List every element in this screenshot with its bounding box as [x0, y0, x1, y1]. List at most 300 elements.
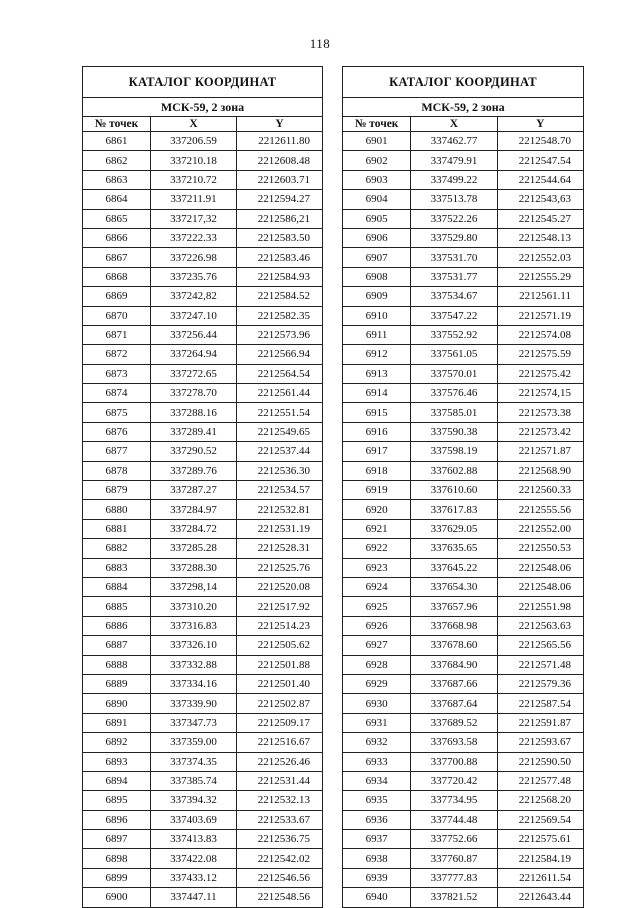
table-row: [343, 151, 584, 170]
y-coordinate-cell: 2212531.44: [237, 771, 323, 790]
y-coordinate-cell: 2212548.13: [497, 228, 583, 247]
point-number-cell: 6933: [343, 752, 411, 771]
coordinate-catalog-table-right: [342, 66, 584, 908]
y-coordinate-cell: 2212584.93: [237, 267, 323, 286]
point-number-cell: 6936: [343, 810, 411, 829]
y-coordinate-cell: 2212643.44: [497, 888, 583, 907]
y-coordinate-cell: 2212584.19: [497, 849, 583, 868]
table-row: [83, 325, 323, 344]
table-row: [83, 694, 323, 713]
table-row: [83, 384, 323, 403]
x-coordinate-cell: 337687.64: [411, 694, 497, 713]
point-number-cell: 6925: [343, 597, 411, 616]
point-number-cell: 6924: [343, 577, 411, 596]
table-row: [83, 345, 323, 364]
point-number-cell: 6918: [343, 461, 411, 480]
x-coordinate-cell: 337447.11: [151, 888, 237, 907]
table-body: [343, 132, 584, 908]
point-number-cell: 6878: [83, 461, 151, 480]
point-number-cell: 6895: [83, 791, 151, 810]
table-row: [343, 190, 584, 209]
y-coordinate-cell: 2212566.94: [237, 345, 323, 364]
y-coordinate-cell: 2212546.56: [237, 868, 323, 887]
table-row: [83, 810, 323, 829]
point-number-cell: 6867: [83, 248, 151, 267]
point-number-cell: 6875: [83, 403, 151, 422]
x-coordinate-cell: 337285.28: [151, 539, 237, 558]
table-row: [83, 674, 323, 693]
table-row: [343, 384, 584, 403]
x-coordinate-cell: 337598.19: [411, 442, 497, 461]
x-coordinate-cell: 337284.72: [151, 519, 237, 538]
point-number-cell: 6865: [83, 209, 151, 228]
x-coordinate-cell: 337534.67: [411, 287, 497, 306]
y-coordinate-cell: 2212548.06: [497, 577, 583, 596]
x-coordinate-cell: 337462.77: [411, 132, 497, 151]
table-row: [83, 461, 323, 480]
table-row: [83, 364, 323, 383]
table-row: [343, 810, 584, 829]
x-coordinate-cell: 337522.26: [411, 209, 497, 228]
y-coordinate-cell: 2212568.20: [497, 791, 583, 810]
point-number-cell: 6916: [343, 422, 411, 441]
point-number-cell: 6913: [343, 364, 411, 383]
table-row: [83, 442, 323, 461]
x-coordinate-cell: 337760.87: [411, 849, 497, 868]
y-coordinate-cell: 2212583.50: [237, 228, 323, 247]
point-number-cell: 6899: [83, 868, 151, 887]
point-number-cell: 6934: [343, 771, 411, 790]
x-coordinate-cell: 337561.05: [411, 345, 497, 364]
y-coordinate-cell: 2212579.36: [497, 674, 583, 693]
point-number-cell: 6861: [83, 132, 151, 151]
y-coordinate-cell: 2212611.54: [497, 868, 583, 887]
table-row: [343, 655, 584, 674]
table-row: [343, 500, 584, 519]
point-number-cell: 6904: [343, 190, 411, 209]
x-coordinate-cell: 337752.66: [411, 830, 497, 849]
table-row: [83, 655, 323, 674]
x-coordinate-cell: 337433.12: [151, 868, 237, 887]
table-row: [343, 713, 584, 732]
table-row: [83, 267, 323, 286]
table-row: [343, 325, 584, 344]
x-coordinate-cell: 337289.41: [151, 422, 237, 441]
table-row: [83, 306, 323, 325]
point-number-cell: 6889: [83, 674, 151, 693]
y-coordinate-cell: 2212547.54: [497, 151, 583, 170]
y-coordinate-cell: 2212573.38: [497, 403, 583, 422]
point-number-cell: 6873: [83, 364, 151, 383]
point-number-cell: 6938: [343, 849, 411, 868]
table-row: [343, 170, 584, 189]
y-coordinate-cell: 2212565.56: [497, 636, 583, 655]
point-number-cell: 6905: [343, 209, 411, 228]
coordinate-system-zone: МСК-59, 2 зона: [343, 98, 584, 117]
x-coordinate-cell: 337734.95: [411, 791, 497, 810]
table-body: [83, 132, 323, 908]
point-number-cell: 6871: [83, 325, 151, 344]
table-row: [343, 888, 584, 907]
y-coordinate-cell: 2212569.54: [497, 810, 583, 829]
x-coordinate-cell: 337403.69: [151, 810, 237, 829]
x-coordinate-cell: 337678.60: [411, 636, 497, 655]
x-coordinate-cell: 337617.83: [411, 500, 497, 519]
y-coordinate-cell: 2212514.23: [237, 616, 323, 635]
y-coordinate-cell: 2212583.46: [237, 248, 323, 267]
x-coordinate-cell: 337284.97: [151, 500, 237, 519]
y-coordinate-cell: 2212550.53: [497, 539, 583, 558]
x-coordinate-cell: 337529.80: [411, 228, 497, 247]
y-coordinate-cell: 2212603.71: [237, 170, 323, 189]
y-coordinate-cell: 2212574,15: [497, 384, 583, 403]
point-number-cell: 6921: [343, 519, 411, 538]
table-row: [83, 190, 323, 209]
y-coordinate-cell: 2212520.08: [237, 577, 323, 596]
x-coordinate-cell: 337590.38: [411, 422, 497, 441]
y-coordinate-cell: 2212571.19: [497, 306, 583, 325]
y-coordinate-cell: 2212590.50: [497, 752, 583, 771]
x-coordinate-cell: 337326.10: [151, 636, 237, 655]
x-coordinate-cell: 337821.52: [411, 888, 497, 907]
table-row: [83, 132, 323, 151]
point-number-cell: 6888: [83, 655, 151, 674]
point-number-cell: 6893: [83, 752, 151, 771]
table-row: [343, 694, 584, 713]
y-coordinate-cell: 2212608.48: [237, 151, 323, 170]
point-number-cell: 6901: [343, 132, 411, 151]
x-coordinate-cell: 337479.91: [411, 151, 497, 170]
table-row: [83, 539, 323, 558]
point-number-cell: 6923: [343, 558, 411, 577]
point-number-cell: 6928: [343, 655, 411, 674]
point-number-cell: 6880: [83, 500, 151, 519]
table-row: [343, 481, 584, 500]
x-coordinate-cell: 337222.33: [151, 228, 237, 247]
table-row: [83, 519, 323, 538]
x-coordinate-cell: 337576.46: [411, 384, 497, 403]
x-coordinate-cell: 337347.73: [151, 713, 237, 732]
y-coordinate-cell: 2212571.87: [497, 442, 583, 461]
y-coordinate-cell: 2212532.13: [237, 791, 323, 810]
x-coordinate-cell: 337629.05: [411, 519, 497, 538]
table-row: [83, 577, 323, 596]
x-coordinate-cell: 337210.72: [151, 170, 237, 189]
table-row: [343, 830, 584, 849]
y-coordinate-cell: 2212594.27: [237, 190, 323, 209]
point-number-cell: 6927: [343, 636, 411, 655]
table-row: [343, 597, 584, 616]
y-coordinate-cell: 2212575.59: [497, 345, 583, 364]
point-number-cell: 6881: [83, 519, 151, 538]
x-coordinate-cell: 337552.92: [411, 325, 497, 344]
x-coordinate-cell: 337394.32: [151, 791, 237, 810]
x-coordinate-cell: 337413.83: [151, 830, 237, 849]
x-coordinate-cell: 337334.16: [151, 674, 237, 693]
y-coordinate-cell: 2212564.54: [237, 364, 323, 383]
x-coordinate-cell: 337654.30: [411, 577, 497, 596]
y-coordinate-cell: 2212577.48: [497, 771, 583, 790]
x-coordinate-cell: 337247.10: [151, 306, 237, 325]
y-coordinate-cell: 2212551.98: [497, 597, 583, 616]
x-coordinate-cell: 337278.70: [151, 384, 237, 403]
x-coordinate-cell: 337531.77: [411, 267, 497, 286]
point-number-cell: 6877: [83, 442, 151, 461]
y-coordinate-cell: 2212533.67: [237, 810, 323, 829]
y-coordinate-cell: 2212544.64: [497, 170, 583, 189]
point-number-cell: 6876: [83, 422, 151, 441]
point-number-cell: 6915: [343, 403, 411, 422]
x-coordinate-cell: 337602.88: [411, 461, 497, 480]
point-number-cell: 6907: [343, 248, 411, 267]
x-coordinate-cell: 337242,82: [151, 287, 237, 306]
y-coordinate-cell: 2212549.65: [237, 422, 323, 441]
y-coordinate-cell: 2212548.70: [497, 132, 583, 151]
column-header-y: Y: [237, 117, 323, 132]
y-coordinate-cell: 2212563.63: [497, 616, 583, 635]
table-row: [343, 539, 584, 558]
y-coordinate-cell: 2212591.87: [497, 713, 583, 732]
x-coordinate-cell: 337700.88: [411, 752, 497, 771]
table-row: [343, 771, 584, 790]
table-row: [83, 888, 323, 907]
table-row: [343, 558, 584, 577]
y-coordinate-cell: 2212584.52: [237, 287, 323, 306]
point-number-cell: 6882: [83, 539, 151, 558]
coordinate-catalog-table-left: [82, 66, 323, 908]
y-coordinate-cell: 2212611.80: [237, 132, 323, 151]
table-row: [343, 209, 584, 228]
y-coordinate-cell: 2212532.81: [237, 500, 323, 519]
point-number-cell: 6883: [83, 558, 151, 577]
y-coordinate-cell: 2212573.96: [237, 325, 323, 344]
table-row: [343, 403, 584, 422]
x-coordinate-cell: 337513.78: [411, 190, 497, 209]
x-coordinate-cell: 337289.76: [151, 461, 237, 480]
x-coordinate-cell: 337645.22: [411, 558, 497, 577]
table-row: [343, 267, 584, 286]
x-coordinate-cell: 337570.01: [411, 364, 497, 383]
column-header-point-number: № точек: [343, 117, 411, 132]
y-coordinate-cell: 2212537.44: [237, 442, 323, 461]
table-row: [343, 868, 584, 887]
y-coordinate-cell: 2212551.54: [237, 403, 323, 422]
table-row: [343, 345, 584, 364]
x-coordinate-cell: 337210.18: [151, 151, 237, 170]
point-number-cell: 6908: [343, 267, 411, 286]
point-number-cell: 6892: [83, 733, 151, 752]
x-coordinate-cell: 337720.42: [411, 771, 497, 790]
x-coordinate-cell: 337610.60: [411, 481, 497, 500]
y-coordinate-cell: 2212509.17: [237, 713, 323, 732]
table-row: [83, 248, 323, 267]
point-number-cell: 6902: [343, 151, 411, 170]
y-coordinate-cell: 2212543,63: [497, 190, 583, 209]
catalog-title: КАТАЛОГ КООРДИНАТ: [83, 67, 323, 98]
x-coordinate-cell: 337689.52: [411, 713, 497, 732]
y-coordinate-cell: 2212575.61: [497, 830, 583, 849]
table-row: [343, 616, 584, 635]
y-coordinate-cell: 2212573.42: [497, 422, 583, 441]
x-coordinate-cell: 337657.96: [411, 597, 497, 616]
point-number-cell: 6914: [343, 384, 411, 403]
point-number-cell: 6898: [83, 849, 151, 868]
point-number-cell: 6874: [83, 384, 151, 403]
x-coordinate-cell: 337310.20: [151, 597, 237, 616]
y-coordinate-cell: 2212593.67: [497, 733, 583, 752]
x-coordinate-cell: 337359.00: [151, 733, 237, 752]
column-header-y: Y: [497, 117, 583, 132]
table-row: [343, 849, 584, 868]
column-header-point-number: № точек: [83, 117, 151, 132]
table-row: [343, 364, 584, 383]
y-coordinate-cell: 2212561.11: [497, 287, 583, 306]
page-number: 118: [309, 36, 331, 51]
coordinate-system-zone: МСК-59, 2 зона: [83, 98, 323, 117]
x-coordinate-cell: 337226.98: [151, 248, 237, 267]
table-row: [83, 868, 323, 887]
y-coordinate-cell: 2212555.29: [497, 267, 583, 286]
point-number-cell: 6885: [83, 597, 151, 616]
point-number-cell: 6917: [343, 442, 411, 461]
point-number-cell: 6909: [343, 287, 411, 306]
y-coordinate-cell: 2212531.19: [237, 519, 323, 538]
table-row: [83, 170, 323, 189]
point-number-cell: 6939: [343, 868, 411, 887]
column-header-x: X: [151, 117, 237, 132]
x-coordinate-cell: 337287.27: [151, 481, 237, 500]
point-number-cell: 6900: [83, 888, 151, 907]
x-coordinate-cell: 337211.91: [151, 190, 237, 209]
x-coordinate-cell: 337316.83: [151, 616, 237, 635]
table-row: [83, 616, 323, 635]
table-row: [83, 558, 323, 577]
point-number-cell: 6864: [83, 190, 151, 209]
x-coordinate-cell: 337288.30: [151, 558, 237, 577]
point-number-cell: 6935: [343, 791, 411, 810]
table-row: [83, 228, 323, 247]
point-number-cell: 6879: [83, 481, 151, 500]
point-number-cell: 6891: [83, 713, 151, 732]
point-number-cell: 6919: [343, 481, 411, 500]
point-number-cell: 6869: [83, 287, 151, 306]
y-coordinate-cell: 2212552.03: [497, 248, 583, 267]
y-coordinate-cell: 2212502.87: [237, 694, 323, 713]
x-coordinate-cell: 337256.44: [151, 325, 237, 344]
table-row: [343, 752, 584, 771]
x-coordinate-cell: 337422.08: [151, 849, 237, 868]
y-coordinate-cell: 2212517.92: [237, 597, 323, 616]
x-coordinate-cell: 337499.22: [411, 170, 497, 189]
point-number-cell: 6929: [343, 674, 411, 693]
x-coordinate-cell: 337374.35: [151, 752, 237, 771]
point-number-cell: 6912: [343, 345, 411, 364]
y-coordinate-cell: 2212534.57: [237, 481, 323, 500]
point-number-cell: 6868: [83, 267, 151, 286]
y-coordinate-cell: 2212516.67: [237, 733, 323, 752]
table-row: [343, 733, 584, 752]
point-number-cell: 6863: [83, 170, 151, 189]
table-row: [83, 733, 323, 752]
x-coordinate-cell: 337206.59: [151, 132, 237, 151]
y-coordinate-cell: 2212561.44: [237, 384, 323, 403]
x-coordinate-cell: 337332.88: [151, 655, 237, 674]
y-coordinate-cell: 2212536.75: [237, 830, 323, 849]
x-coordinate-cell: 337217,32: [151, 209, 237, 228]
y-coordinate-cell: 2212548.06: [497, 558, 583, 577]
y-coordinate-cell: 2212555.56: [497, 500, 583, 519]
table-row: [83, 500, 323, 519]
table-row: [83, 287, 323, 306]
y-coordinate-cell: 2212536.30: [237, 461, 323, 480]
point-number-cell: 6886: [83, 616, 151, 635]
point-number-cell: 6911: [343, 325, 411, 344]
table-row: [343, 577, 584, 596]
table-row: [343, 674, 584, 693]
y-coordinate-cell: 2212528.31: [237, 539, 323, 558]
point-number-cell: 6920: [343, 500, 411, 519]
y-coordinate-cell: 2212575.42: [497, 364, 583, 383]
table-row: [343, 442, 584, 461]
y-coordinate-cell: 2212586,21: [237, 209, 323, 228]
point-number-cell: 6897: [83, 830, 151, 849]
y-coordinate-cell: 2212587.54: [497, 694, 583, 713]
table-row: [83, 752, 323, 771]
x-coordinate-cell: 337687.66: [411, 674, 497, 693]
x-coordinate-cell: 337684.90: [411, 655, 497, 674]
point-number-cell: 6931: [343, 713, 411, 732]
table-row: [83, 713, 323, 732]
y-coordinate-cell: 2212574.08: [497, 325, 583, 344]
y-coordinate-cell: 2212542.02: [237, 849, 323, 868]
y-coordinate-cell: 2212552.00: [497, 519, 583, 538]
column-header-x: X: [411, 117, 497, 132]
point-number-cell: 6896: [83, 810, 151, 829]
table-row: [343, 306, 584, 325]
y-coordinate-cell: 2212582.35: [237, 306, 323, 325]
y-coordinate-cell: 2212545.27: [497, 209, 583, 228]
x-coordinate-cell: 337777.83: [411, 868, 497, 887]
y-coordinate-cell: 2212525.76: [237, 558, 323, 577]
point-number-cell: 6926: [343, 616, 411, 635]
table-row: [83, 636, 323, 655]
x-coordinate-cell: 337298,14: [151, 577, 237, 596]
y-coordinate-cell: 2212560.33: [497, 481, 583, 500]
x-coordinate-cell: 337290.52: [151, 442, 237, 461]
table-row: [343, 461, 584, 480]
point-number-cell: 6894: [83, 771, 151, 790]
table-row: [83, 481, 323, 500]
table-row: [343, 228, 584, 247]
table-row: [343, 636, 584, 655]
x-coordinate-cell: 337531.70: [411, 248, 497, 267]
table-row: [343, 248, 584, 267]
x-coordinate-cell: 337547.22: [411, 306, 497, 325]
x-coordinate-cell: 337264.94: [151, 345, 237, 364]
table-row: [343, 519, 584, 538]
y-coordinate-cell: 2212505.62: [237, 636, 323, 655]
point-number-cell: 6906: [343, 228, 411, 247]
point-number-cell: 6890: [83, 694, 151, 713]
point-number-cell: 6887: [83, 636, 151, 655]
point-number-cell: 6910: [343, 306, 411, 325]
point-number-cell: 6870: [83, 306, 151, 325]
x-coordinate-cell: 337385.74: [151, 771, 237, 790]
x-coordinate-cell: 337235.76: [151, 267, 237, 286]
table-row: [343, 791, 584, 810]
table-row: [83, 209, 323, 228]
y-coordinate-cell: 2212501.40: [237, 674, 323, 693]
